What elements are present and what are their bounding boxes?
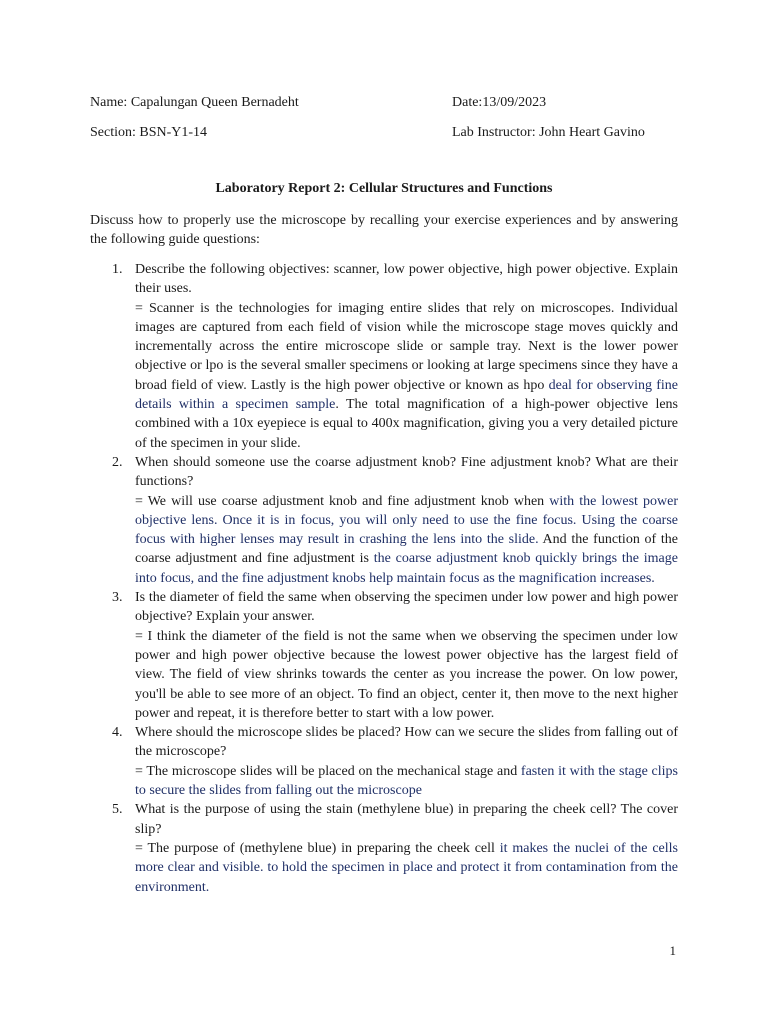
question-text: What is the purpose of using the stain (methylene blue) in preparing the cheek cell? The cover slip? xyxy=(135,802,678,837)
list-item xyxy=(112,453,678,588)
list-item xyxy=(112,260,678,453)
question-list xyxy=(112,260,678,897)
answer-text: = The microscope slides will be placed on the mechanical stage and fasten it with the stage clips to secure the slides from falling out the microscope xyxy=(135,763,678,799)
question-number: 5. xyxy=(112,802,123,818)
question-text: Where should the microscope slides be placed? How can we secure the slides from falling out of the microscope? xyxy=(135,725,678,760)
student-name: Name: Capalungan Queen Bernadeht xyxy=(90,95,299,110)
lab-instructor: Lab Instructor: John Heart Gavino xyxy=(452,125,645,140)
list-item xyxy=(112,588,678,723)
answer-text: = We will use coarse adjustment knob and fine adjustment knob when with the lowest power objective lens. Once it is in focus, you will only need to use the fine focus. Using the coarse focus with higher lenses may result in crashing the lens into the slide. And the function of the coarse adjustment and fine adjustment is the coarse adjustment knob quickly brings the image into focus, and the fine adjustment knobs help maintain focus as the magnification increases. xyxy=(135,493,678,586)
answer-text: = Scanner is the technologies for imaging entire slides that rely on microscopes. Individual images are captured from each field of vision while the microscope stage moves quickly and incrementally across the entire microscope slide or sample tray. Next is the lower power objective or lpo is the several smaller specimens or looking at large specimens since they have a broad field of view. Lastly is the high power objective or known as hpo deal for observing fine details within a specimen sample. The total magnification of a high-power objective lens combined with a 10x eyepiece is equal to 400x magnification, giving you a very detailed picture of the specimen in your slide. xyxy=(135,300,678,451)
page-number: 1 xyxy=(669,943,676,958)
report-date: Date:13/09/2023 xyxy=(452,95,547,110)
question-number: 2. xyxy=(112,454,123,470)
answer-text: = The purpose of (methylene blue) in preparing the cheek cell it makes the nuclei of the cells more clear and visible. to hold the specimen in place and protect it from contamination from the environment. xyxy=(135,840,679,895)
question-number: 3. xyxy=(112,590,123,606)
question-number: 1. xyxy=(112,262,123,277)
intro-paragraph: Discuss how to properly use the microscope by recalling your exercise experiences and by answering the following guide questions: xyxy=(90,213,678,248)
answer-text: = I think the diameter of the field is not the same when we observing the specimen under low power and high power objective because the lowest power objective has the largest field of view. The field of view shrinks towards the center as you increase the power. On low power, you'll be able to see more of an object. To find an object, center it, then move to the next higher power and repeat, it is therefore better to start with a low power. xyxy=(135,628,678,721)
list-item xyxy=(112,800,678,896)
list-item xyxy=(112,723,678,800)
question-text: When should someone use the coarse adjustment knob? Fine adjustment knob? What are their functions? xyxy=(135,454,678,490)
question-text: Is the diameter of field the same when observing the specimen under low power and high power objective? Explain your answer. xyxy=(135,590,678,625)
student-section: Section: BSN-Y1-14 xyxy=(90,125,208,140)
question-number: 4. xyxy=(112,725,123,741)
question-text: Describe the following objectives: scanner, low power objective, high power objective. Explain their uses. xyxy=(135,262,678,297)
report-title: Laboratory Report 2: Cellular Structures and Functions xyxy=(215,181,553,196)
